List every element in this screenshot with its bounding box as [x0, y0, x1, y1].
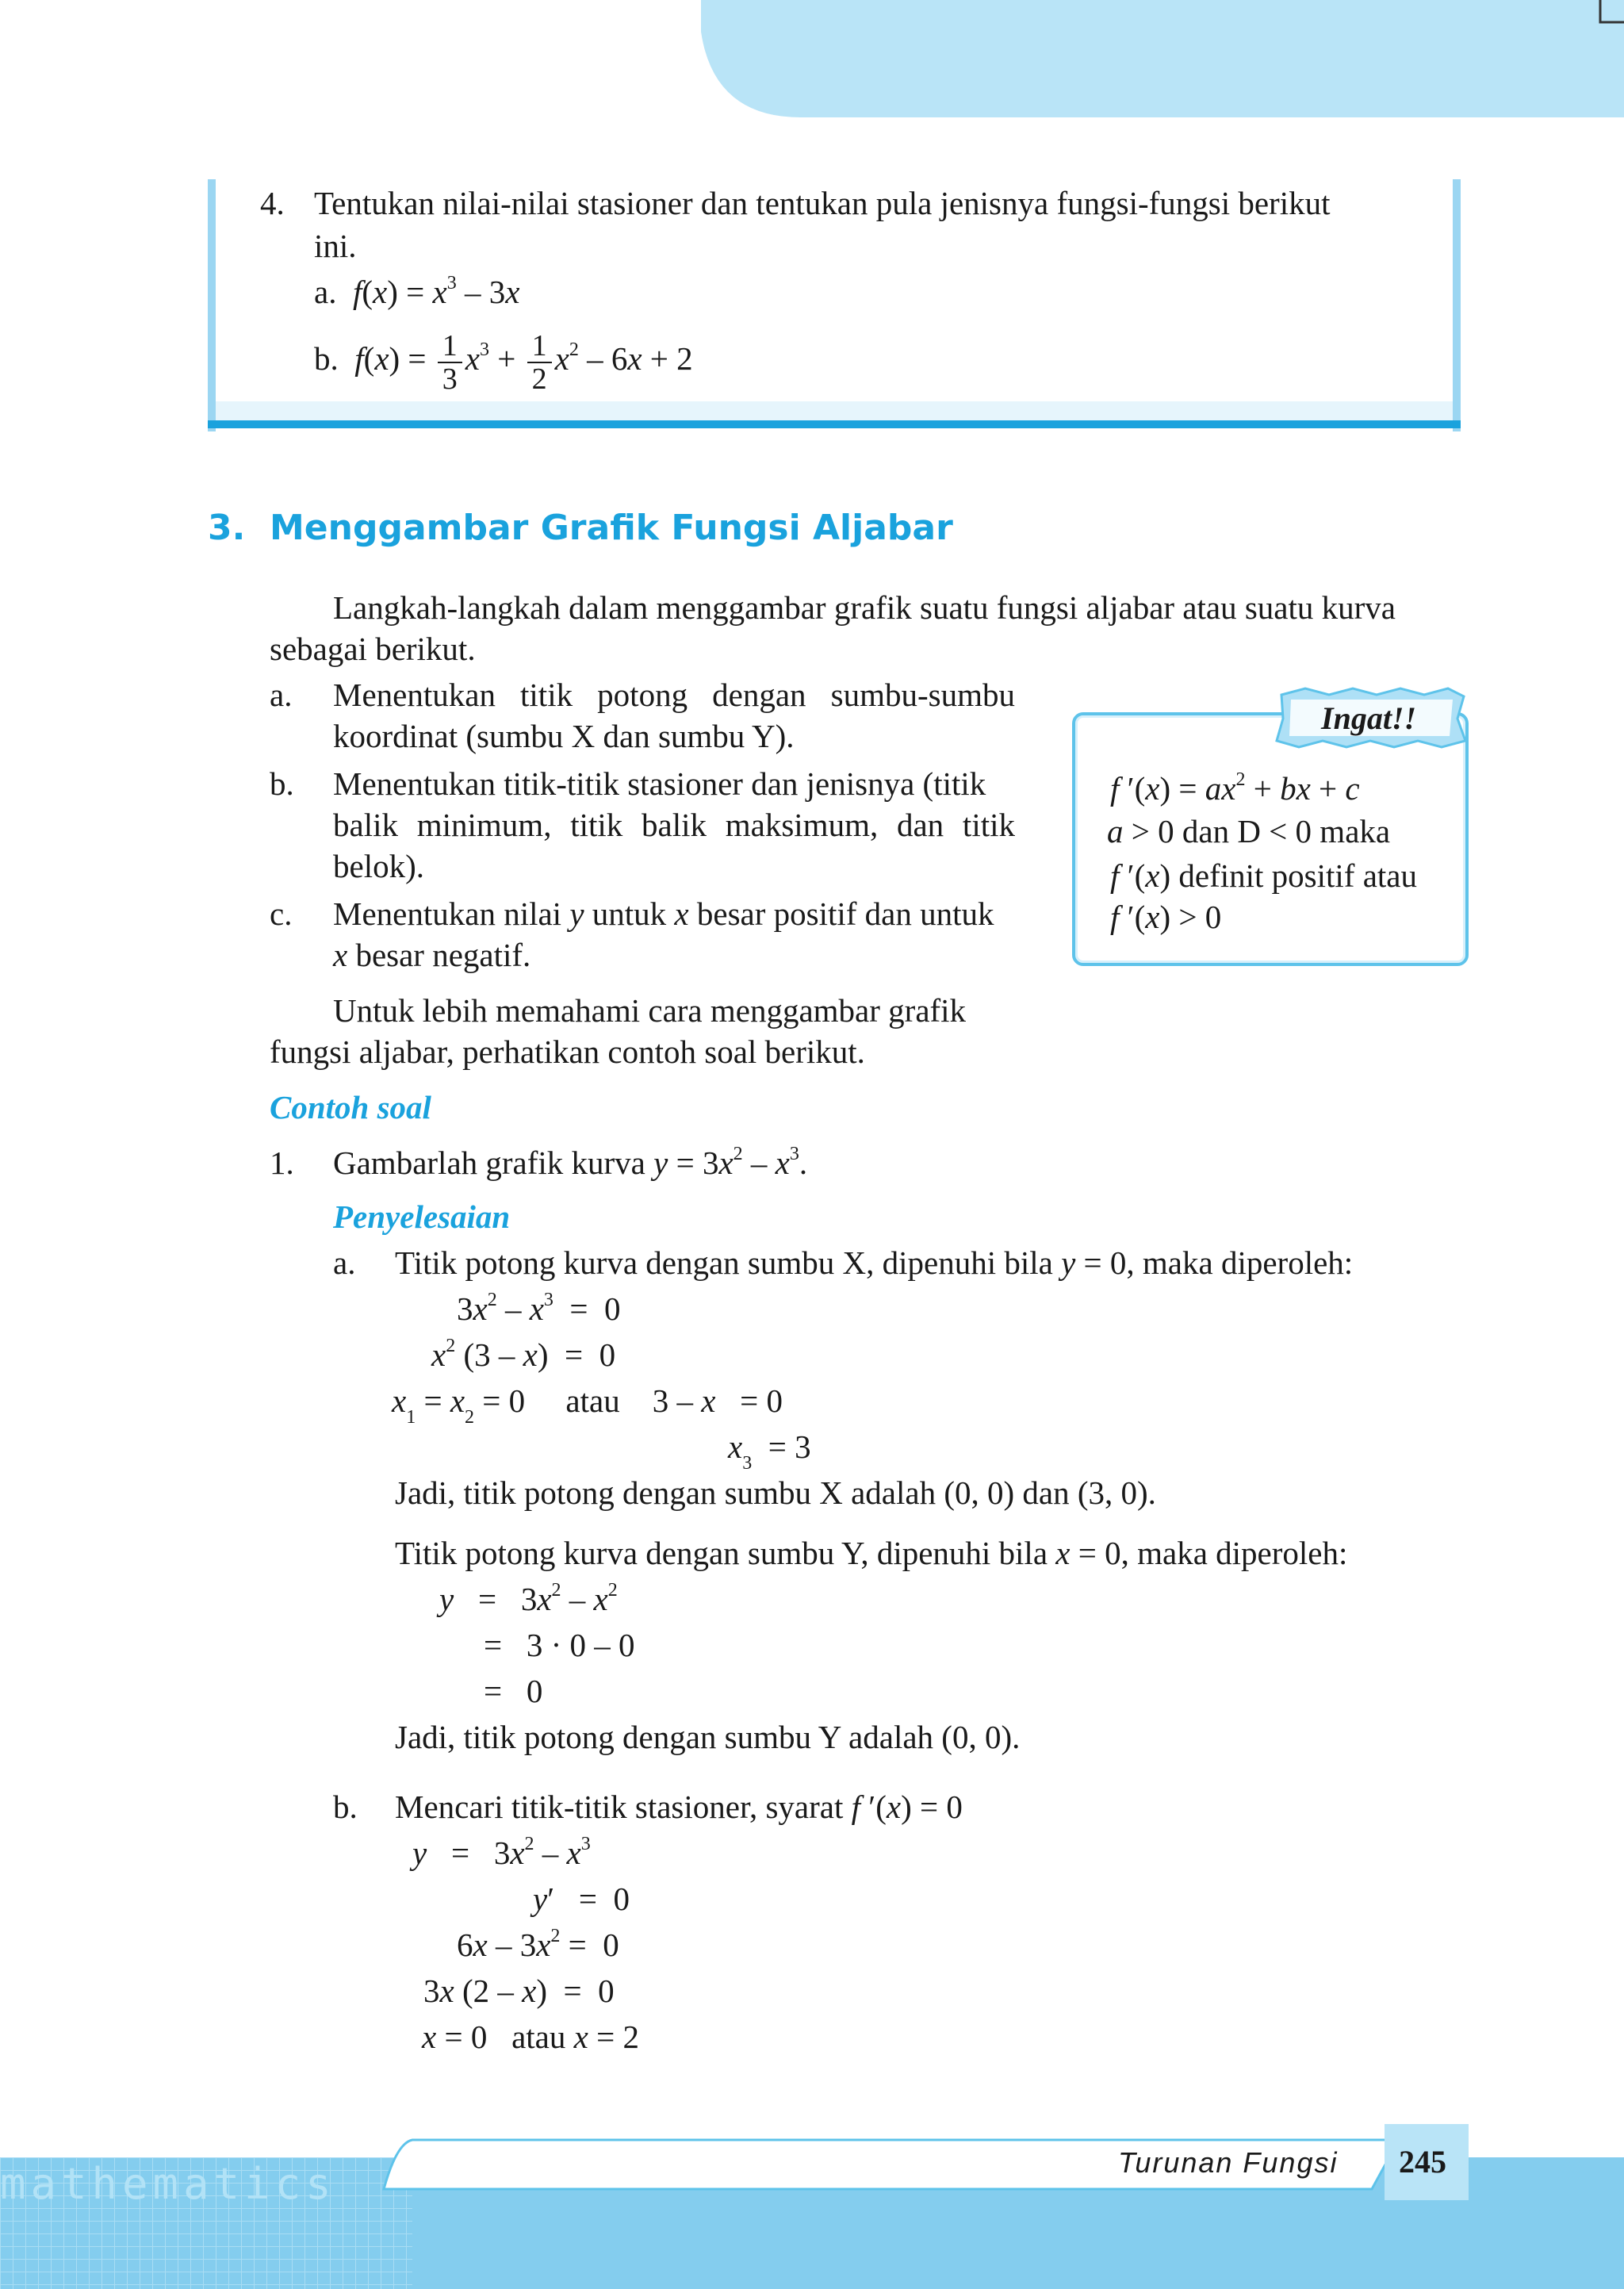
exercise-item-b: b. f(x) = $\frac{1}{3}$ $x^3$ + $\frac{1}{2}$ $x^2 - 6x + 2$	[314, 328, 693, 396]
atau-word: atau	[565, 1382, 620, 1419]
step-a-label: a.	[270, 677, 293, 713]
eq-y-line-1: $y = 3x^2 - x^2$	[439, 1580, 618, 1617]
page-number: 245	[1399, 2144, 1446, 2180]
solution-a-text: Titik potong kurva dengan sumbu X, dipenuhi bila y = 0, maka diperoleh:	[395, 1244, 1354, 1281]
step-b-text-cont: balik minimum, titik balik maksimum, dan titik	[333, 807, 1015, 843]
step-c-label: c.	[270, 895, 293, 932]
step-c-part3: besar positif dan untuk	[688, 895, 994, 932]
eq-x-line-1: $3x^2 - x^3 = 0$	[457, 1290, 621, 1327]
solution-b-text-1: Mencari titik-titik stasioner, syarat	[395, 1789, 852, 1825]
exercise-item-a: a. $f(x) = x^3 - 3x$	[314, 273, 520, 310]
footer-watermark: mathematics	[0, 2159, 336, 2209]
eq-s-line-2: y′ = 0	[533, 1881, 630, 1917]
example-heading: Contoh soal	[270, 1089, 431, 1125]
section-intro: Langkah-langkah dalam menggambar grafik suatu fungsi aljabar atau suatu kurva	[333, 589, 1396, 626]
step-b-text: Menentukan titik-titik stasioner dan jenisnya (titik	[333, 765, 986, 802]
fraction-one-third: $\frac{1}{3}$	[438, 330, 462, 395]
section-number: 3.	[208, 508, 246, 548]
ingat-line-3: f ′(x) definit positif atau	[1110, 857, 1417, 894]
exercise-question: Tentukan nilai-nilai stasioner dan tentukan pula jenisnya fungsi-fungsi berikut	[314, 185, 1331, 221]
solution-b-text: Mencari titik-titik stasioner, syarat f ′(x) = 0	[395, 1789, 963, 1825]
exercise-number: 4.	[260, 185, 285, 221]
solution-a-label: a.	[333, 1244, 356, 1281]
ingat-line-3-text: definit positif atau	[1170, 857, 1417, 894]
solution-a-text-1: Titik potong kurva dengan sumbu X, dipenuhi bila	[395, 1244, 1062, 1281]
solution-heading: Penyelesaian	[333, 1198, 511, 1235]
example-question: Gambarlah grafik kurva $y = 3x^2 - x^3$.	[333, 1144, 808, 1181]
eq-x-line-3: $x_1 = x_2 = 0$ atau 3 – x = 0	[392, 1382, 783, 1428]
ingat-line-1: f $'(x) = ax^2$ + bx + c	[1110, 769, 1360, 807]
eq-s-line-1: $y = 3x^2 - x^3$	[412, 1834, 591, 1871]
step-b-text-cont2: belok).	[333, 848, 424, 884]
item-b-label: b.	[314, 340, 339, 377]
after-steps-text-cont: fungsi aljabar, perhatikan contoh soal berikut.	[270, 1033, 865, 1070]
step-c-part4: besar negatif.	[347, 937, 531, 973]
example-question-text: Gambarlah grafik kurva	[333, 1144, 654, 1181]
step-c-text: Menentukan nilai y untuk x besar positif dan untuk	[333, 895, 994, 932]
eq-y-line-2: = 3 · 0 – 0	[484, 1627, 635, 1663]
eq-x-line-4: $x_3 = 3$	[728, 1428, 811, 1474]
ingat-tag-label: Ingat!!	[1321, 700, 1417, 736]
ingat-line-2: a > 0 dan D < 0 maka	[1107, 813, 1391, 849]
ingat-line-4: f ′(x) > 0	[1110, 899, 1222, 935]
section-intro-cont: sebagai berikut.	[270, 631, 476, 667]
header-decoration	[0, 0, 1624, 127]
solution-y-text-2: = 0, maka diperoleh:	[1070, 1535, 1348, 1571]
solution-y-text-1: Titik potong kurva dengan sumbu Y, dipenuhi bila	[395, 1535, 1056, 1571]
ingat-line-2-text: > 0 dan D < 0 maka	[1123, 813, 1391, 849]
eq-s-line-3: $6x - 3x^2 = 0$	[457, 1926, 619, 1963]
step-a-text: Menentukan titik potong dengan sumbu-sumbu	[333, 677, 1015, 713]
conclusion-x: Jadi, titik potong dengan sumbu X adalah (0, 0) dan (3, 0).	[395, 1474, 1156, 1511]
fraction-one-half: $\frac{1}{2}$	[527, 330, 552, 395]
section-title: Menggambar Grafik Fungsi Aljabar	[270, 508, 953, 548]
atau-word-2: atau	[511, 2019, 566, 2055]
step-c-text-cont: x besar negatif.	[333, 937, 531, 973]
step-c-part2: untuk	[584, 895, 675, 932]
example-number: 1.	[270, 1144, 294, 1181]
solution-b-label: b.	[333, 1789, 358, 1825]
eq-x-line-2: $x^2$ (3 – x) = 0	[431, 1336, 616, 1373]
conclusion-y: Jadi, titik potong dengan sumbu Y adalah (0, 0).	[395, 1719, 1021, 1755]
eq-s-line-4: 3x (2 – x) = 0	[423, 1973, 615, 2009]
solution-y-text: Titik potong kurva dengan sumbu Y, dipenuhi bila x = 0, maka diperoleh:	[395, 1535, 1348, 1571]
eq-s-line-5: x = 0 atau x = 2	[422, 2019, 639, 2055]
eq-y-line-3: = 0	[484, 1673, 543, 1709]
step-a-text-cont: koordinat (sumbu X dan sumbu Y).	[333, 718, 795, 754]
footer-chapter-title: Turunan Fungsi	[1118, 2146, 1339, 2179]
item-a-label: a.	[314, 274, 337, 310]
solution-a-text-2: = 0, maka diperoleh:	[1075, 1244, 1354, 1281]
step-c-part1: Menentukan nilai	[333, 895, 570, 932]
after-steps-text: Untuk lebih memahami cara menggambar grafik	[333, 992, 967, 1029]
exercise-question-cont: ini.	[314, 228, 357, 264]
step-b-label: b.	[270, 765, 294, 802]
